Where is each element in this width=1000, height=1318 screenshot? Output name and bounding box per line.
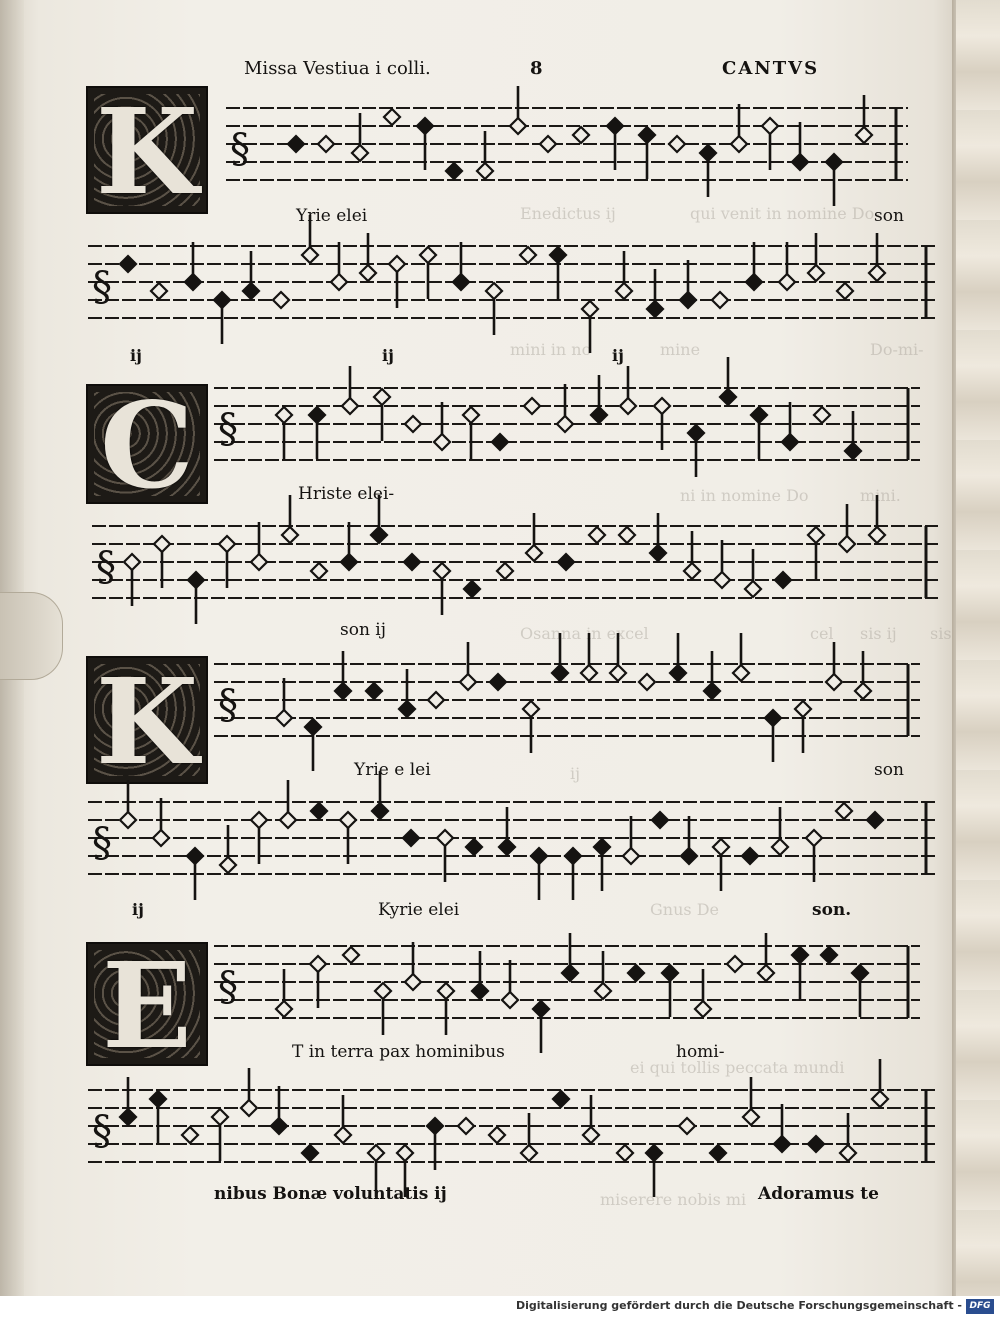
ghost-text: sis <box>930 624 952 643</box>
note-head <box>808 1136 824 1152</box>
note-head <box>212 1109 228 1125</box>
note-head <box>282 527 298 543</box>
note-head <box>366 683 382 699</box>
note-head <box>502 992 518 1008</box>
note-head <box>434 434 450 450</box>
note-head <box>403 830 419 846</box>
note-head <box>340 812 356 828</box>
lyric-line: T in terra pax hominibus <box>292 1042 505 1062</box>
clef-sign: § <box>92 820 112 866</box>
note-head <box>458 1118 474 1134</box>
note-head <box>806 830 822 846</box>
note-head <box>713 839 729 855</box>
note-head <box>795 701 811 717</box>
note-head <box>405 974 421 990</box>
note-head <box>466 839 482 855</box>
note-head <box>533 1001 549 1017</box>
note-head <box>187 848 203 864</box>
note-head <box>288 136 304 152</box>
note-head <box>510 118 526 134</box>
note-head <box>583 1127 599 1143</box>
note-head <box>619 527 635 543</box>
note-head <box>120 256 136 272</box>
note-head <box>553 1091 569 1107</box>
note-head <box>531 848 547 864</box>
note-head <box>384 109 400 125</box>
note-head <box>743 1109 759 1125</box>
lyric-line: Adoramus te <box>758 1184 879 1204</box>
note-head <box>241 1100 257 1116</box>
note-head <box>540 136 556 152</box>
note-head <box>463 407 479 423</box>
note-head <box>214 292 230 308</box>
note-head <box>372 803 388 819</box>
lyric-line: Hriste elei- <box>298 484 395 504</box>
note-head <box>276 710 292 726</box>
note-head <box>872 1091 888 1107</box>
note-head <box>869 265 885 281</box>
note-head <box>331 274 347 290</box>
ghost-text: mini in no <box>510 340 592 359</box>
note-head <box>397 1145 413 1161</box>
note-head <box>839 536 855 552</box>
note-head <box>616 283 632 299</box>
ghost-text: sis ij <box>860 624 897 643</box>
note-head <box>311 563 327 579</box>
note-head <box>840 1145 856 1161</box>
note-head <box>654 398 670 414</box>
clef-sign: § <box>92 264 112 310</box>
note-head <box>772 839 788 855</box>
header-page-number: 8 <box>530 58 543 79</box>
ghost-text: Enedictus ij <box>520 204 616 223</box>
note-head <box>617 1145 633 1161</box>
note-head <box>438 983 454 999</box>
note-head <box>557 416 573 432</box>
note-head <box>375 983 391 999</box>
clef-sign: § <box>230 126 250 172</box>
ghost-text: Do-mi- <box>870 340 924 359</box>
note-head <box>428 692 444 708</box>
note-head <box>869 527 885 543</box>
note-head <box>120 1109 136 1125</box>
note-head <box>472 983 488 999</box>
note-head <box>311 803 327 819</box>
note-head <box>492 434 508 450</box>
note-head <box>792 947 808 963</box>
lyric-line: son. <box>812 900 852 920</box>
clef-sign: § <box>96 544 116 590</box>
note-head <box>620 398 636 414</box>
note-head <box>219 536 235 552</box>
note-head <box>309 407 325 423</box>
note-head <box>371 527 387 543</box>
note-head <box>335 1127 351 1143</box>
note-head <box>273 292 289 308</box>
clef-sign: § <box>218 682 238 728</box>
lyric-line: homi- <box>676 1042 725 1062</box>
note-head <box>808 527 824 543</box>
note-head <box>855 683 871 699</box>
note-head <box>460 674 476 690</box>
note-head <box>720 389 736 405</box>
note-head <box>704 683 720 699</box>
note-head <box>628 965 644 981</box>
note-head <box>446 163 462 179</box>
ghost-text: ij <box>570 764 581 783</box>
note-head <box>746 274 762 290</box>
note-head <box>342 398 358 414</box>
ghost-text: Gnus De <box>650 900 719 919</box>
note-head <box>856 127 872 143</box>
note-head <box>782 434 798 450</box>
header-mass-title: Missa Vestiua i colli. <box>244 58 431 79</box>
note-head <box>582 301 598 317</box>
note-head <box>765 710 781 726</box>
note-head <box>814 407 830 423</box>
footer-credit: Digitalisierung gefördert durch die Deutsche Forschungsgemeinschaft - <box>515 1299 962 1312</box>
note-head <box>420 247 436 263</box>
note-head <box>251 812 267 828</box>
note-head <box>318 136 334 152</box>
note-head <box>550 247 566 263</box>
initial-letter: K <box>95 82 199 221</box>
note-head <box>821 947 837 963</box>
note-head <box>453 274 469 290</box>
note-head <box>742 848 758 864</box>
note-head <box>733 665 749 681</box>
ghost-text: mini. <box>860 486 901 505</box>
note-head <box>845 443 861 459</box>
note-head <box>154 536 170 552</box>
note-head <box>310 956 326 972</box>
note-head <box>497 563 513 579</box>
note-head <box>389 256 405 272</box>
note-head <box>684 563 700 579</box>
note-head <box>523 701 539 717</box>
note-head <box>490 674 506 690</box>
note-head <box>343 947 359 963</box>
note-head <box>185 274 201 290</box>
note-head <box>591 407 607 423</box>
note-head <box>374 389 390 405</box>
note-head <box>405 416 421 432</box>
note-head <box>792 154 808 170</box>
note-head <box>681 848 697 864</box>
lyric-line: ij <box>382 346 394 365</box>
note-head <box>808 265 824 281</box>
clef-sign: § <box>218 964 238 1010</box>
note-head <box>680 292 696 308</box>
note-head <box>520 247 536 263</box>
note-head <box>360 265 376 281</box>
note-head <box>486 283 502 299</box>
note-head <box>714 572 730 588</box>
note-head <box>650 545 666 561</box>
note-head <box>639 674 655 690</box>
note-head <box>573 127 589 143</box>
note-head <box>837 283 853 299</box>
note-head <box>594 839 610 855</box>
note-head <box>437 830 453 846</box>
note-head <box>464 581 480 597</box>
note-head <box>867 812 883 828</box>
note-head <box>153 830 169 846</box>
lyric-line: ij <box>132 900 144 919</box>
note-head <box>852 965 868 981</box>
note-head <box>302 1145 318 1161</box>
note-head <box>836 803 852 819</box>
ghost-text: miserere nobis mi <box>600 1190 747 1209</box>
lyric-line: Yrie elei <box>296 206 368 226</box>
note-head <box>565 848 581 864</box>
note-head <box>762 118 778 134</box>
note-head <box>607 118 623 134</box>
note-head <box>775 572 791 588</box>
note-head <box>399 701 415 717</box>
note-head <box>731 136 747 152</box>
lyric-line: Kyrie elei <box>378 900 460 920</box>
note-head <box>276 407 292 423</box>
note-head <box>335 683 351 699</box>
note-head <box>647 301 663 317</box>
note-head <box>758 965 774 981</box>
dfg-logo: DFG <box>966 1299 994 1314</box>
note-head <box>427 1118 443 1134</box>
lyric-line: son <box>874 206 904 226</box>
note-head <box>595 983 611 999</box>
note-head <box>305 719 321 735</box>
note-head <box>779 274 795 290</box>
note-head <box>727 956 743 972</box>
note-head <box>280 812 296 828</box>
note-head <box>271 1118 287 1134</box>
lyric-line: ij <box>612 346 624 365</box>
note-head <box>695 1001 711 1017</box>
note-head <box>552 665 568 681</box>
note-head <box>589 527 605 543</box>
note-head <box>562 965 578 981</box>
note-head <box>710 1145 726 1161</box>
note-head <box>745 581 761 597</box>
note-head <box>700 145 716 161</box>
initial-letter: C <box>100 376 194 515</box>
header-part-name: CANTVS <box>722 58 820 79</box>
note-head <box>368 1145 384 1161</box>
note-head <box>434 563 450 579</box>
ghost-text: mine <box>660 340 701 359</box>
note-head <box>712 292 728 308</box>
note-head <box>652 812 668 828</box>
lyric-line: nibus Bonæ voluntatis ij <box>214 1184 447 1204</box>
note-head <box>669 136 685 152</box>
note-head <box>243 283 259 299</box>
note-head <box>499 839 515 855</box>
note-head <box>417 118 433 134</box>
note-head <box>826 154 842 170</box>
note-head <box>751 407 767 423</box>
initial-letter: K <box>95 652 199 791</box>
note-head <box>679 1118 695 1134</box>
note-head <box>182 1127 198 1143</box>
note-head <box>188 572 204 588</box>
lyric-line: son <box>874 760 904 780</box>
note-head <box>124 554 140 570</box>
note-head <box>581 665 597 681</box>
note-head <box>341 554 357 570</box>
note-head <box>639 127 655 143</box>
lyric-line: Yrie e lei <box>354 760 431 780</box>
note-head <box>774 1136 790 1152</box>
note-head <box>646 1145 662 1161</box>
ghost-text: cel <box>810 624 834 643</box>
note-head <box>477 163 493 179</box>
note-head <box>489 1127 505 1143</box>
ghost-text: ni in nomine Do <box>680 486 809 505</box>
clef-sign: § <box>218 406 238 452</box>
clef-sign: § <box>92 1108 112 1154</box>
note-head <box>150 1091 166 1107</box>
note-head <box>610 665 626 681</box>
note-head <box>670 665 686 681</box>
initial-letter: E <box>102 936 192 1075</box>
note-head <box>120 812 136 828</box>
note-head <box>302 247 318 263</box>
note-head <box>276 1001 292 1017</box>
viewer-footer <box>0 1296 1000 1318</box>
note-head <box>524 398 540 414</box>
ghost-text: ei qui tollis peccata mundi <box>630 1058 845 1077</box>
note-head <box>558 554 574 570</box>
note-head <box>352 145 368 161</box>
note-head <box>662 965 678 981</box>
note-head <box>151 283 167 299</box>
lyric-line: ij <box>130 346 142 365</box>
note-head <box>826 674 842 690</box>
ghost-text: qui venit in nomine Do- <box>690 204 880 223</box>
note-head <box>220 857 236 873</box>
lyric-line: son ij <box>340 620 387 640</box>
note-head <box>623 848 639 864</box>
note-head <box>404 554 420 570</box>
note-head <box>526 545 542 561</box>
ghost-text: Osanna in excel <box>520 624 649 643</box>
note-head <box>688 425 704 441</box>
note-head <box>251 554 267 570</box>
note-head <box>521 1145 537 1161</box>
